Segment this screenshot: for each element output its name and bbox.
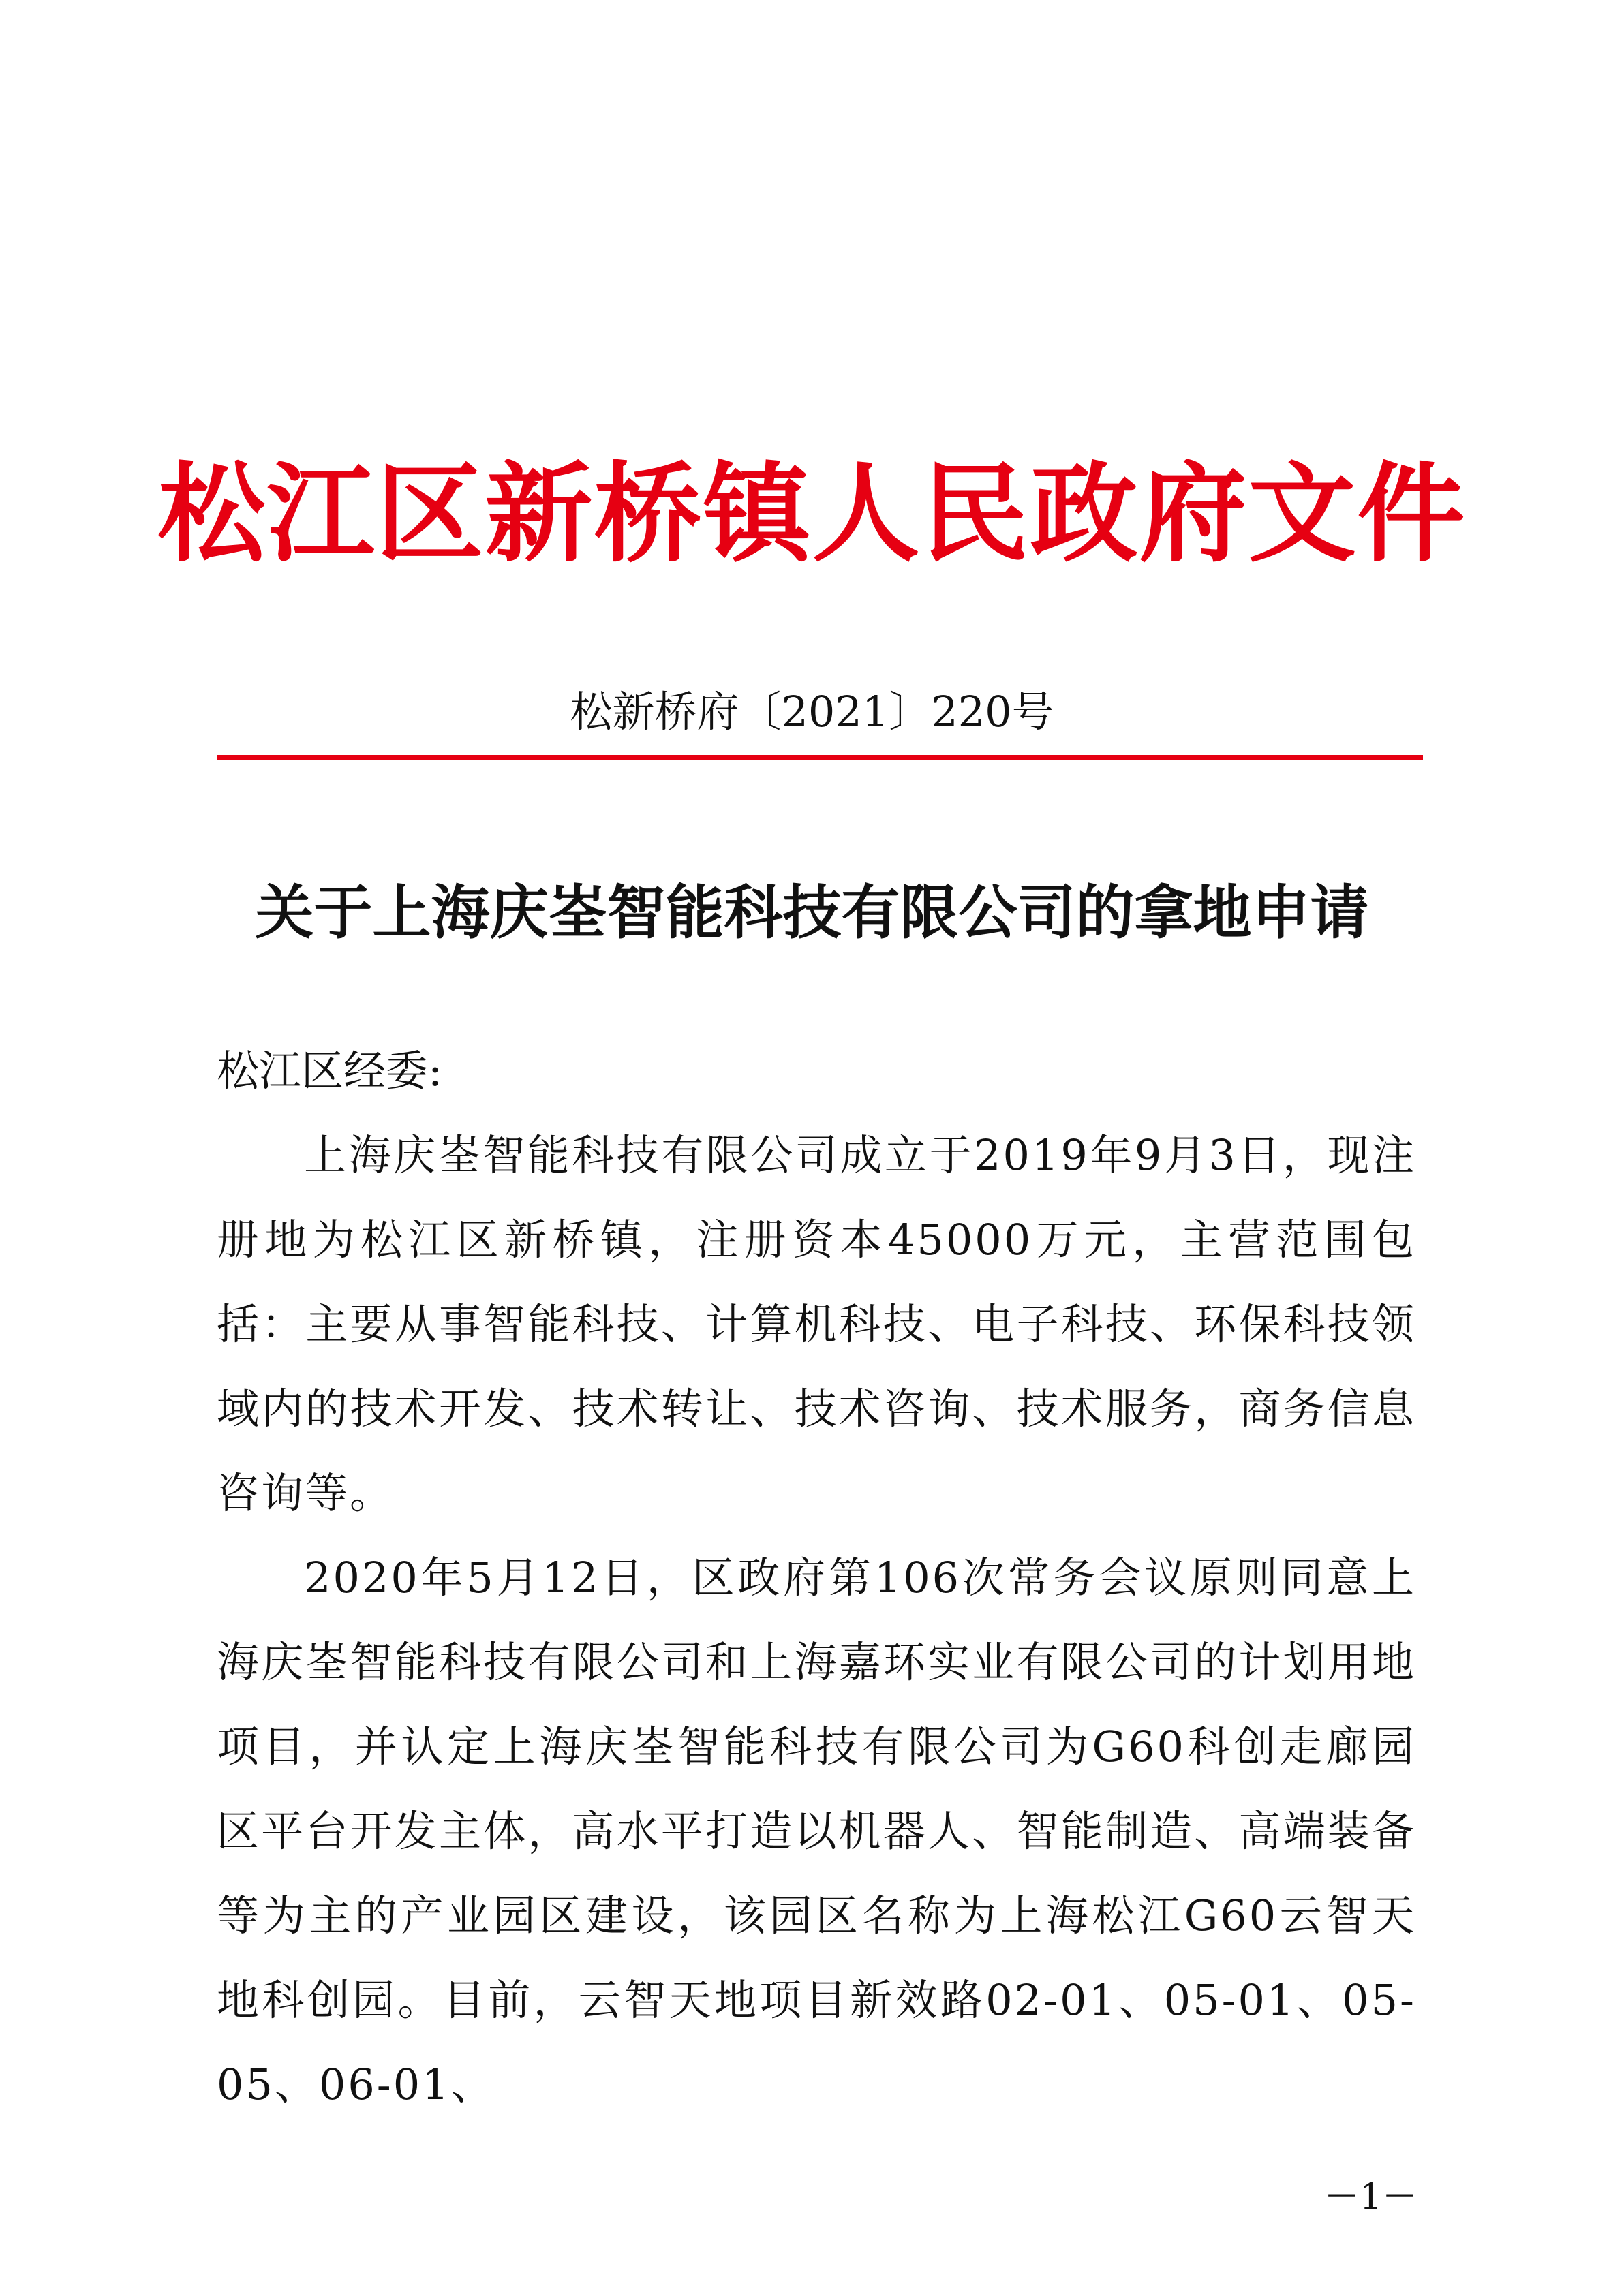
document-body	[217, 1029, 1416, 2127]
body-paragraph: 上海庆峑智能科技有限公司成立于2019年9月3日，现注册地为松江区新桥镇，注册资本45000万元，主营范围包括：主要从事智能科技、计算机科技、电子科技、环保科技领域内的技术开发、技术转让、技术咨询、技术服务，商务信息咨询等。	[217, 1130, 1416, 1518]
salutation: 松江区经委:	[217, 1046, 442, 1096]
body-paragraph: 2020年5月12日，区政府第106次常务会议原则同意上海庆峑智能科技有限公司和上海嘉环实业有限公司的计划用地项目，并认定上海庆峑智能科技有限公司为G60科创走廊园区平台开发主体，高水平打造以机器人、智能制造、高端装备等为主的产业园区建设，该园区名称为上海松江G60云智天地科创园。目前，云智天地项目新效路02-01、05-01、05-05、06-01、	[217, 1553, 1416, 2109]
page-number: －1－	[1323, 2177, 1418, 2218]
letterhead-title: 松江区新桥镇人民政府文件	[157, 451, 1467, 577]
document-number: 松新桥府〔2021〕220号	[570, 687, 1054, 736]
red-divider-line	[217, 755, 1423, 760]
document-title: 关于上海庆峑智能科技有限公司的拿地申请	[255, 878, 1369, 947]
